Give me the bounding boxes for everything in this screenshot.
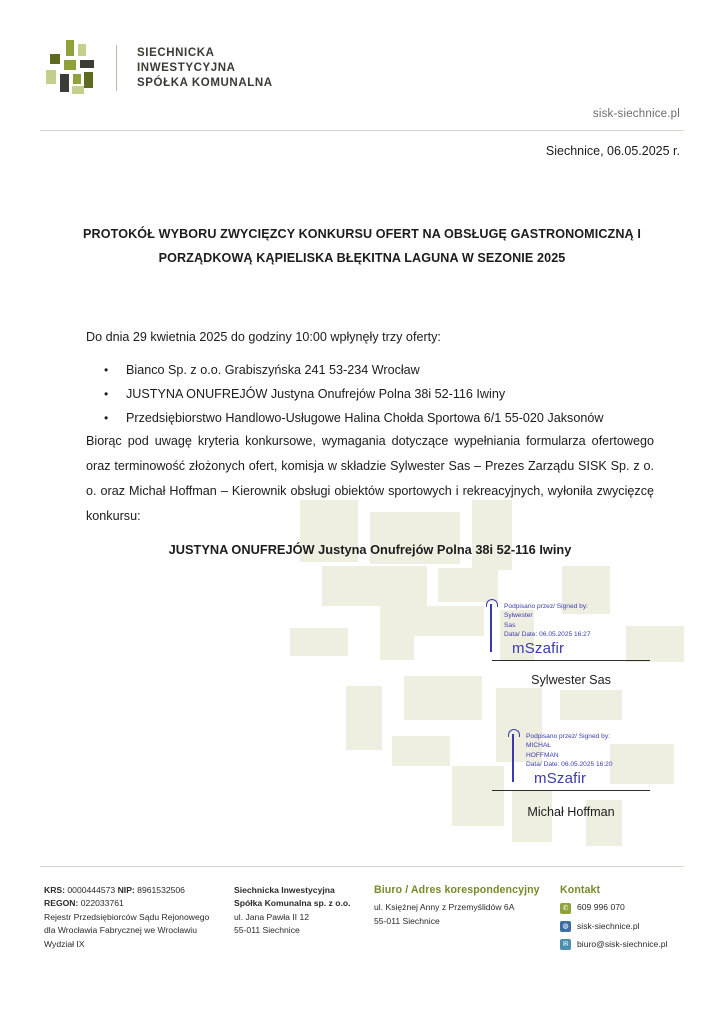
footer-company-street: ul. Jana Pawła II 12 (234, 911, 310, 922)
mszafir-brand: mSzafir (512, 640, 565, 657)
signature-line-2 (492, 790, 650, 791)
signature-signed-by-label: Podpisano przez/ Signed by: (526, 733, 610, 740)
footer-column-company (234, 884, 374, 938)
logo-text-line-2: INWESTYCYJNA (137, 61, 236, 74)
header-divider (40, 130, 684, 131)
footer-office-street: ul. Księżnej Anny z Przemyślidów 6A (374, 902, 515, 913)
watermark-block (290, 628, 348, 656)
header-website: sisk-siechnice.pl (592, 108, 680, 120)
signature-block-1 (490, 602, 650, 664)
watermark-block (404, 676, 482, 720)
mszafir-brand: mSzafir (534, 770, 587, 787)
signature-date: Data/ Date: 06.05.2025 16:20 (526, 761, 613, 769)
contact-website-row[interactable] (560, 920, 700, 933)
footer-office-heading: Biuro / Adres korespondencyjny (374, 884, 540, 896)
bullet-icon: • (104, 363, 109, 377)
logo-mark-icon (44, 40, 100, 96)
krs-label: KRS: (44, 885, 66, 895)
list-item (86, 406, 666, 430)
page-title-line-1: PROTOKÓŁ WYBORU ZWYCIĘZCY KONKURSU OFERT NA OBSŁUGĘ GASTRONOMICZNĄ I (83, 227, 641, 241)
footer-company-line-2: Spółka Komunalna sp. z o.o. (234, 898, 351, 909)
globe-icon: ◍ (560, 921, 571, 932)
page-title-line-2: PORZĄDKOWĄ KĄPIELISKA BŁĘKITNA LAGUNA W SEZONIE 2025 (158, 251, 566, 265)
logo-text-line-1: SIECHNICKA (137, 46, 215, 59)
footer-krs-nip-row (44, 884, 224, 897)
list-item (86, 358, 666, 382)
signature-bracket-icon (490, 604, 492, 652)
logo-text (137, 46, 273, 91)
mail-icon: ✉ (560, 939, 571, 950)
signature-signed-by-label: Podpisano przez/ Signed by: (504, 603, 588, 610)
watermark-block (392, 736, 450, 766)
footer-column-contact (560, 884, 700, 957)
regon-value: 022033761 (78, 898, 124, 909)
contact-email-row[interactable] (560, 938, 700, 951)
offers-list (86, 358, 666, 430)
bullet-icon: • (104, 411, 109, 425)
signature-date: Data/ Date: 06.05.2025 16:27 (504, 631, 591, 639)
intro-text: Do dnia 29 kwietnia 2025 do godziny 10:00 wpłynęły trzy oferty: (86, 330, 441, 344)
contact-phone-row (560, 901, 700, 914)
krs-value: 0000444573 (65, 885, 118, 895)
nip-value: 8961532506 (134, 885, 185, 895)
watermark-block (438, 568, 498, 602)
committee-paragraph: Biorąc pod uwagę kryteria konkursowe, wymagania dotyczące wypełniania formularza ofertowego oraz terminowość złożonych ofert, komisja w składzie Sylwester Sas – Prezes Zarządu SISK Sp. z o. o. oraz Michał Hoffman – Kierownik obsługi obiektów sportowych i rekreacyjnych, wyłoniła zwycięzcę konkursu: (86, 434, 654, 523)
digital-signature-stamp (512, 732, 672, 794)
list-item-label: JUSTYNA ONUFREJÓW Justyna Onufrejów Polna 38i 52-116 Iwiny (126, 387, 506, 401)
place-and-date: Siechnice, 06.05.2025 r. (545, 144, 680, 158)
contact-phone: 609 996 070 (577, 902, 625, 913)
regon-label: REGON: (44, 898, 79, 909)
footer-divider (40, 866, 684, 867)
signature-metadata (504, 602, 591, 640)
bullet-icon: • (104, 387, 109, 401)
signature-line-1 (492, 660, 650, 661)
footer-contact-heading: Kontakt (560, 884, 601, 896)
footer-registry-line-2: dla Wrocławia Fabrycznej we Wrocławiu (44, 925, 197, 936)
logo-divider (116, 45, 117, 91)
page-title (70, 222, 654, 270)
watermark-block (380, 604, 414, 660)
contact-website[interactable]: sisk-siechnice.pl (577, 920, 640, 931)
watermark-block (560, 690, 622, 720)
signature-name-1: Sylwester Sas (531, 673, 611, 687)
watermark-block (322, 566, 427, 606)
footer-column-registry (44, 884, 224, 951)
footer-office-city: 55-011 Siechnice (374, 915, 440, 926)
digital-signature-stamp (490, 602, 650, 664)
letterhead (44, 40, 680, 140)
footer-company-line-1: Siechnicka Inwestycyjna (234, 885, 335, 895)
logo-text-line-3: SPÓŁKA KOMUNALNA (137, 76, 273, 89)
footer-column-office (374, 884, 574, 928)
footer-registry-line-1: Rejestr Przedsiębiorców Sądu Rejonowego (44, 911, 210, 922)
signature-signer-last: HOFFMAN (526, 751, 559, 759)
list-item-label: Przedsiębiorstwo Handlowo-Usługowe Halina Chołda Sportowa 6/1 55-020 Jaksonów (126, 411, 604, 425)
signature-name-2: Michał Hoffman (527, 805, 615, 819)
watermark-block (414, 606, 484, 636)
signature-signer-last: Sas (504, 621, 516, 629)
phone-icon: ✆ (560, 903, 571, 914)
list-item-label: Bianco Sp. z o.o. Grabiszyńska 241 53-234 Wrocław (126, 363, 420, 377)
winner-name: JUSTYNA ONUFREJÓW Justyna Onufrejów Polna 38i 52-116 Iwiny (168, 542, 572, 557)
signature-signer-first: Sylwester (504, 612, 533, 620)
signature-metadata (526, 732, 613, 770)
footer-company-city: 55-011 Siechnice (234, 925, 300, 936)
list-item (86, 382, 666, 406)
footer-registry-line-3: Wydział IX (44, 938, 85, 949)
nip-label: NIP: (117, 885, 135, 895)
watermark-block (346, 686, 382, 750)
signature-signer-first: MICHAŁ (526, 742, 551, 750)
footer-regon-row (44, 897, 224, 910)
contact-email[interactable]: biuro@sisk-siechnice.pl (577, 939, 668, 950)
signature-bracket-icon (512, 734, 514, 782)
signature-block-2 (512, 732, 672, 794)
logo (44, 40, 680, 96)
